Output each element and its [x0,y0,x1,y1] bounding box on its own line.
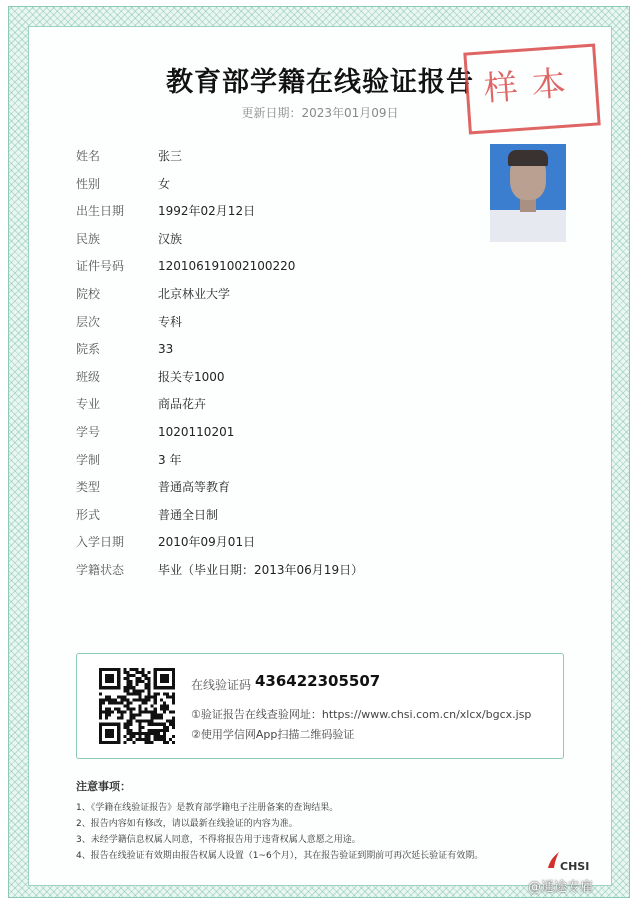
info-label: 类型 [76,480,101,495]
info-row [76,176,170,192]
info-row [76,258,295,274]
info-value: 专科 [158,314,183,329]
info-row [76,424,234,440]
info-value: 报关专1000 [158,369,225,384]
info-row [76,562,363,578]
info-value: 商品花卉 [158,397,207,412]
verification-box [76,653,564,759]
note-item: 3、未经学籍信息权属人同意，不得将报告用于违背权属人意愿之用途。 [76,835,361,845]
info-row [76,286,230,302]
info-label: 证件号码 [76,259,125,274]
verification-code-label: 在线验证码 [191,678,252,692]
info-label: 形式 [76,507,101,522]
info-value: 普通全日制 [158,507,219,522]
report-title: 教育部学籍在线验证报告 [166,67,474,98]
info-value: 女 [158,176,171,191]
info-value: 汉族 [158,231,183,246]
verification-code: 436422305507 [255,672,381,690]
info-label: 姓名 [76,149,101,163]
info-row [76,314,182,330]
verification-url-line[interactable]: ①验证报告在线查验网址：https://www.chsi.com.cn/xlcx/bgcx.jsp [191,708,532,721]
info-label: 层次 [76,314,101,329]
info-value: 毕业（毕业日期：2013年06月19日） [158,563,364,577]
info-row [76,479,230,495]
info-label: 专业 [76,397,101,412]
info-value: 普通高等教育 [158,480,231,495]
info-label: 院系 [76,342,101,357]
chsi-logo-icon [546,850,560,870]
info-row [76,341,173,357]
info-label: 出生日期 [76,204,125,219]
info-value: 2010年09月01日 [158,535,256,550]
info-label: 班级 [76,369,101,384]
note-item: 4、报告在线验证有效期由报告权属人设置（1~6个月），其在报告验证到期前可再次延长验证有效期。 [76,851,484,861]
verification-app-line: ②使用学信网App扫描二维码验证 [191,728,355,741]
info-value: 北京林业大学 [158,287,231,301]
info-label: 院校 [76,287,101,301]
qr-code-icon[interactable] [99,668,175,744]
info-row [76,231,182,247]
info-row [76,203,255,219]
student-photo [490,144,566,242]
info-value: 33 [158,342,174,357]
info-label: 学号 [76,425,101,439]
sample-stamp: 样本 [463,43,600,134]
watermark: @通途专雇 [528,880,594,895]
info-label: 性别 [76,176,101,191]
info-row [76,369,225,385]
info-label: 学制 [76,452,101,467]
note-item: 1、《学籍在线验证报告》是教育部学籍电子注册备案的查询结果。 [76,803,339,813]
chsi-logo-text: CHSI [560,860,590,873]
update-date: 更新日期：2023年01月09日 [241,106,399,120]
info-value: 1992年02月12日 [158,204,256,219]
info-row [76,534,255,550]
info-value: 120106191002100220 [158,259,296,274]
info-value: 3 年 [158,452,182,467]
note-item: 2、报告内容如有修改，请以最新在线验证的内容为准。 [76,819,298,829]
info-row [76,452,181,468]
info-row [76,396,206,412]
notes-title: 注意事项： [76,780,131,793]
info-row [76,507,218,523]
info-label: 入学日期 [76,535,125,550]
info-value: 张三 [158,149,183,163]
info-row [76,148,182,164]
info-label: 民族 [76,231,101,246]
info-label: 学籍状态 [76,563,125,577]
info-value: 1020110201 [158,425,235,439]
